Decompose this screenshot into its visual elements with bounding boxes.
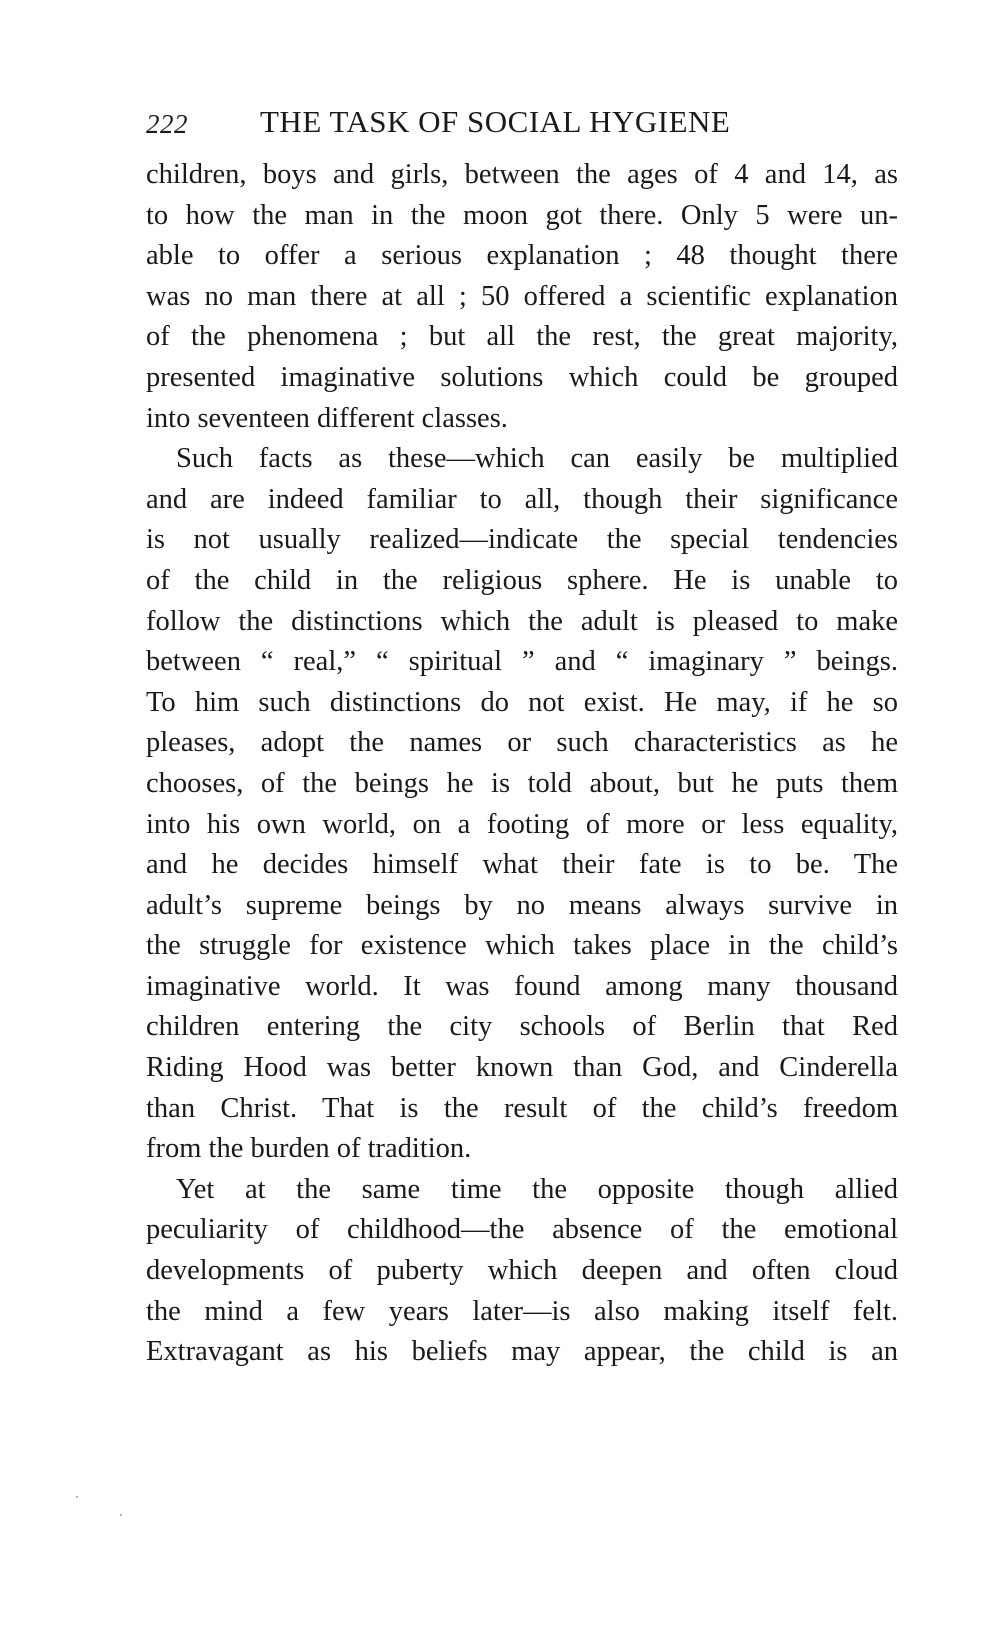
text-line: follow the distinctions which the adult is pleased to make (146, 605, 898, 637)
text-line: able to offer a serious explanation ; 48 thought there (146, 240, 898, 272)
paragraph-2 (146, 439, 898, 1170)
text-line: peculiarity of childhood—the absence of the emotional (146, 1214, 898, 1246)
text-line: of the child in the religious sphere. He is unable to (146, 564, 898, 596)
text-line: into seventeen different classes. (146, 402, 508, 434)
text-line: children entering the city schools of Berlin that Red (146, 1011, 898, 1043)
text-line: is not usually realized—indicate the special tendencies (146, 524, 898, 556)
text-line: adult’s supreme beings by no means always survive in (146, 889, 898, 921)
text-line: to how the man in the moon got there. Only 5 were un- (146, 199, 898, 231)
text-line: was no man there at all ; 50 offered a scientific explanation (146, 280, 898, 312)
text-line: Yet at the same time the opposite though allied (176, 1173, 898, 1205)
text-line: Extravagant as his beliefs may appear, the child is an (146, 1336, 898, 1368)
running-title: THE TASK OF SOCIAL HYGIENE (260, 104, 731, 139)
text-line: Riding Hood was better known than God, and Cinderella (146, 1052, 898, 1084)
text-line: the mind a few years later—is also making itself felt. (146, 1295, 898, 1327)
paragraph-3 (146, 1170, 898, 1373)
text-line: Such facts as these—which can easily be multiplied (176, 443, 898, 475)
text-line: the struggle for existence which takes place in the child’s (146, 930, 898, 962)
text-line: of the phenomena ; but all the rest, the great majority, (146, 321, 898, 353)
text-line: pleases, adopt the names or such characteristics as he (146, 727, 898, 759)
text-line: imaginative world. It was found among many thousand (146, 970, 898, 1002)
page-number: 222 (146, 109, 188, 139)
text-line: between “ real,” “ spiritual ” and “ imaginary ” beings. (146, 646, 898, 678)
running-head (146, 100, 906, 144)
scan-speck (120, 1514, 122, 1516)
text-line: presented imaginative solutions which could be grouped (146, 361, 898, 393)
text-line: from the burden of tradition. (146, 1133, 472, 1165)
body-text (146, 155, 898, 1373)
text-line: children, boys and girls, between the ages of 4 and 14, as (146, 159, 898, 190)
text-line: than Christ. That is the result of the child’s freedom (146, 1092, 898, 1124)
text-line: and he decides himself what their fate is to be. The (146, 849, 898, 881)
text-line: developments of puberty which deepen and often cloud (146, 1255, 898, 1287)
scan-specks (70, 1490, 140, 1520)
text-line: chooses, of the beings he is told about, but he puts them (146, 767, 898, 799)
text-line: To him such distinctions do not exist. He may, if he so (146, 686, 898, 718)
scan-speck (76, 1496, 78, 1498)
text-line: and are indeed familiar to all, though their significance (146, 483, 898, 515)
paragraph-1 (146, 155, 898, 439)
text-line: into his own world, on a footing of more or less equality, (146, 808, 898, 840)
